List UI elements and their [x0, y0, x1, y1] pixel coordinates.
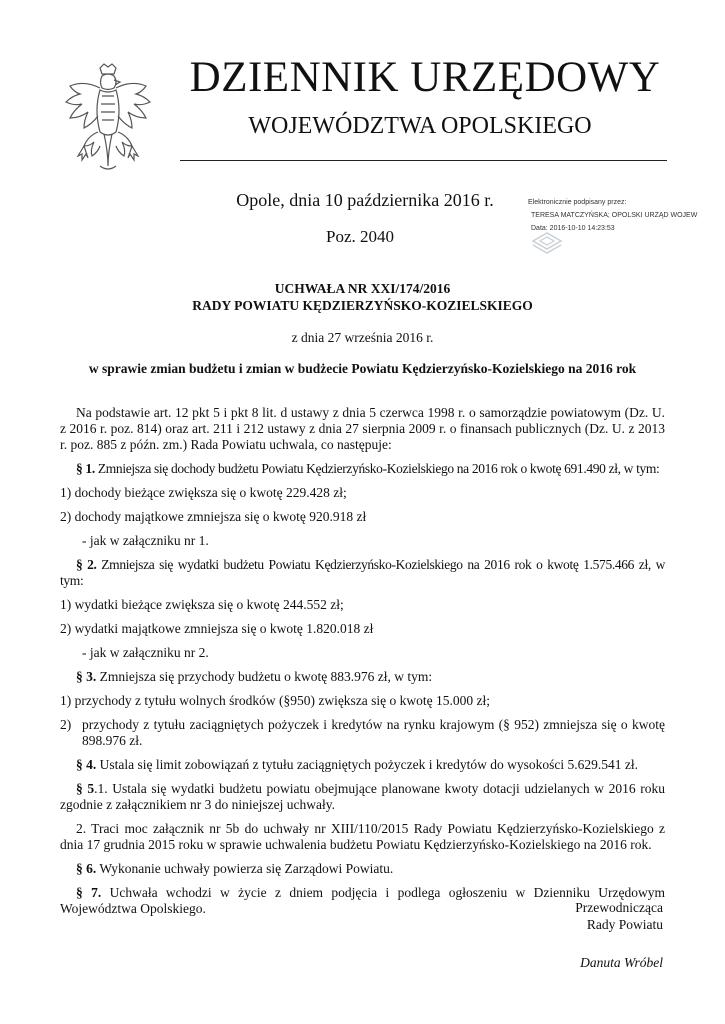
- issue-position: Poz. 2040: [326, 227, 394, 246]
- section-6-label: § 6.: [76, 861, 97, 876]
- signoff-name: Danuta Wróbel: [580, 955, 663, 970]
- preamble: Na podstawie art. 12 pkt 5 i pkt 8 lit. d ustawy z dnia 5 czerwca 1998 r. o samorządzie powiatowym (Dz. U. z 2016 r. poz. 814) oraz art. 211 i 212 ustawy z dnia 27 sierpnia 2009 r. o finansach publicznych (Dz. U. z 2013 r. poz. 885 z późn. zm.) Rada Powiatu uchwala, co następuje:: [60, 405, 665, 452]
- resolution-number: UCHWAŁA NR XXI/174/2016: [274, 281, 451, 296]
- section-5-paragraph-2: 2. Traci moc załącznik nr 5b do uchwały nr XIII/110/2015 Rady Powiatu Kędzierzyńsko-Kozielskiego z dnia 17 grudnia 2015 roku w sprawie uchwalenia budżetu Powiatu Kędzierzyńsko-Kozielskiego na 2016 rok.: [60, 821, 665, 852]
- section-7-label: § 7.: [76, 885, 102, 900]
- signoff: [463, 899, 663, 971]
- signature-label: Elektronicznie podpisany przez:: [528, 199, 627, 206]
- section-3-item-1: 1) przychody z tytułu wolnych środków (§950) zwiększa się o kwotę 15.000 zł;: [60, 693, 491, 708]
- section-7-text: Uchwała wchodzi w życie z dniem podjęcia i podlega ogłoszeniu w Dzienniku Urzędowym Województwa Opolskiego.: [60, 885, 665, 916]
- electronic-signature-stamp: [528, 196, 718, 235]
- signoff-role-line-1: Przewodnicząca: [575, 900, 663, 915]
- section-1-attachment: - jak w załączniku nr 1.: [82, 533, 209, 548]
- section-3-text: Zmniejsza się przychody budżetu o kwotę 883.976 zł, w tym:: [96, 669, 433, 684]
- resolution-council: RADY POWIATU KĘDZIERZYŃSKO-KOZIELSKIEGO: [192, 298, 533, 313]
- section-4-text: Ustala się limit zobowiązań z tytułu zaciągniętych pożyczek i kredytów do wysokości 5.629.541 zł.: [96, 757, 638, 772]
- resolution-body: [60, 405, 665, 925]
- section-3-item-2-number: 2): [60, 717, 72, 732]
- section-4-label: § 4.: [76, 757, 97, 772]
- signature-signer: TERESA MATCZYŃSKA; OPOLSKI URZĄD WOJEW: [531, 212, 698, 219]
- section-6-text: Wykonanie uchwały powierza się Zarządowi Powiatu.: [96, 861, 394, 876]
- section-3-label: § 3.: [76, 669, 97, 684]
- section-1-text: Zmniejsza się dochody budżetu Powiatu Kędzierzyńsko-Kozielskiego na 2016 rok o kwotę 691.490 zł, w tym:: [94, 461, 660, 476]
- section-5-label: § 5: [76, 781, 95, 796]
- section-3-item-2: [60, 717, 665, 749]
- section-3-item-2-text: przychody z tytułu zaciągniętych pożyczek i kredytów na rynku krajowym (§ 952) zmniejsza się o kwotę 898.976 zł.: [82, 717, 665, 748]
- resolution-date: z dnia 27 września 2016 r.: [291, 330, 434, 345]
- section-1-item-2: 2) dochody majątkowe zmniejsza się o kwotę 920.918 zł: [60, 509, 367, 524]
- section-5-text: .1. Ustala się wydatki budżetu powiatu obejmujące planowane kwoty dotacji udzielanych w 2016 roku zgodnie z załącznikiem nr 3 do niniejszej uchwały.: [60, 781, 665, 812]
- signature-verification-icon: [527, 231, 567, 257]
- section-2-attachment: - jak w załączniku nr 2.: [82, 645, 209, 660]
- section-1-item-1: 1) dochody bieżące zwiększa się o kwotę 229.428 zł;: [60, 485, 347, 500]
- section-1-label: § 1.: [76, 461, 95, 476]
- signoff-role-line-2: Rady Powiatu: [586, 917, 663, 932]
- section-2-text: Zmniejsza się wydatki budżetu Powiatu Kędzierzyńsko-Kozielskiego na 2016 rok o kwotę 1.575.466 zł, w tym:: [60, 557, 665, 588]
- section-2-item-1: 1) wydatki bieżące zwiększa się o kwotę 244.552 zł;: [60, 597, 344, 612]
- signature-date: Data: 2016-10-10 14:23:53: [531, 225, 615, 232]
- issue-date: Opole, dnia 10 października 2016 r.: [236, 190, 494, 210]
- section-6: [60, 861, 665, 877]
- resolution-subject: w sprawie zmian budżetu i zmian w budżecie Powiatu Kędzierzyńsko-Kozielskiego na 2016 rok: [88, 361, 637, 376]
- masthead-title: DZIENNIK URZĘDOWY: [189, 54, 661, 101]
- section-5: [60, 781, 665, 813]
- section-2: [60, 557, 665, 589]
- polish-eagle-emblem-icon: [60, 62, 156, 174]
- section-1: [60, 461, 665, 477]
- resolution-title: [60, 280, 665, 314]
- section-2-item-2: 2) wydatki majątkowe zmniejsza się o kwotę 1.820.018 zł: [60, 621, 374, 636]
- section-3: [60, 669, 665, 685]
- masthead-subtitle: WOJEWÓDZTWA OPOLSKIEGO: [248, 113, 592, 139]
- section-4: [60, 757, 665, 773]
- masthead-divider: [180, 160, 667, 161]
- section-2-label: § 2.: [76, 557, 97, 572]
